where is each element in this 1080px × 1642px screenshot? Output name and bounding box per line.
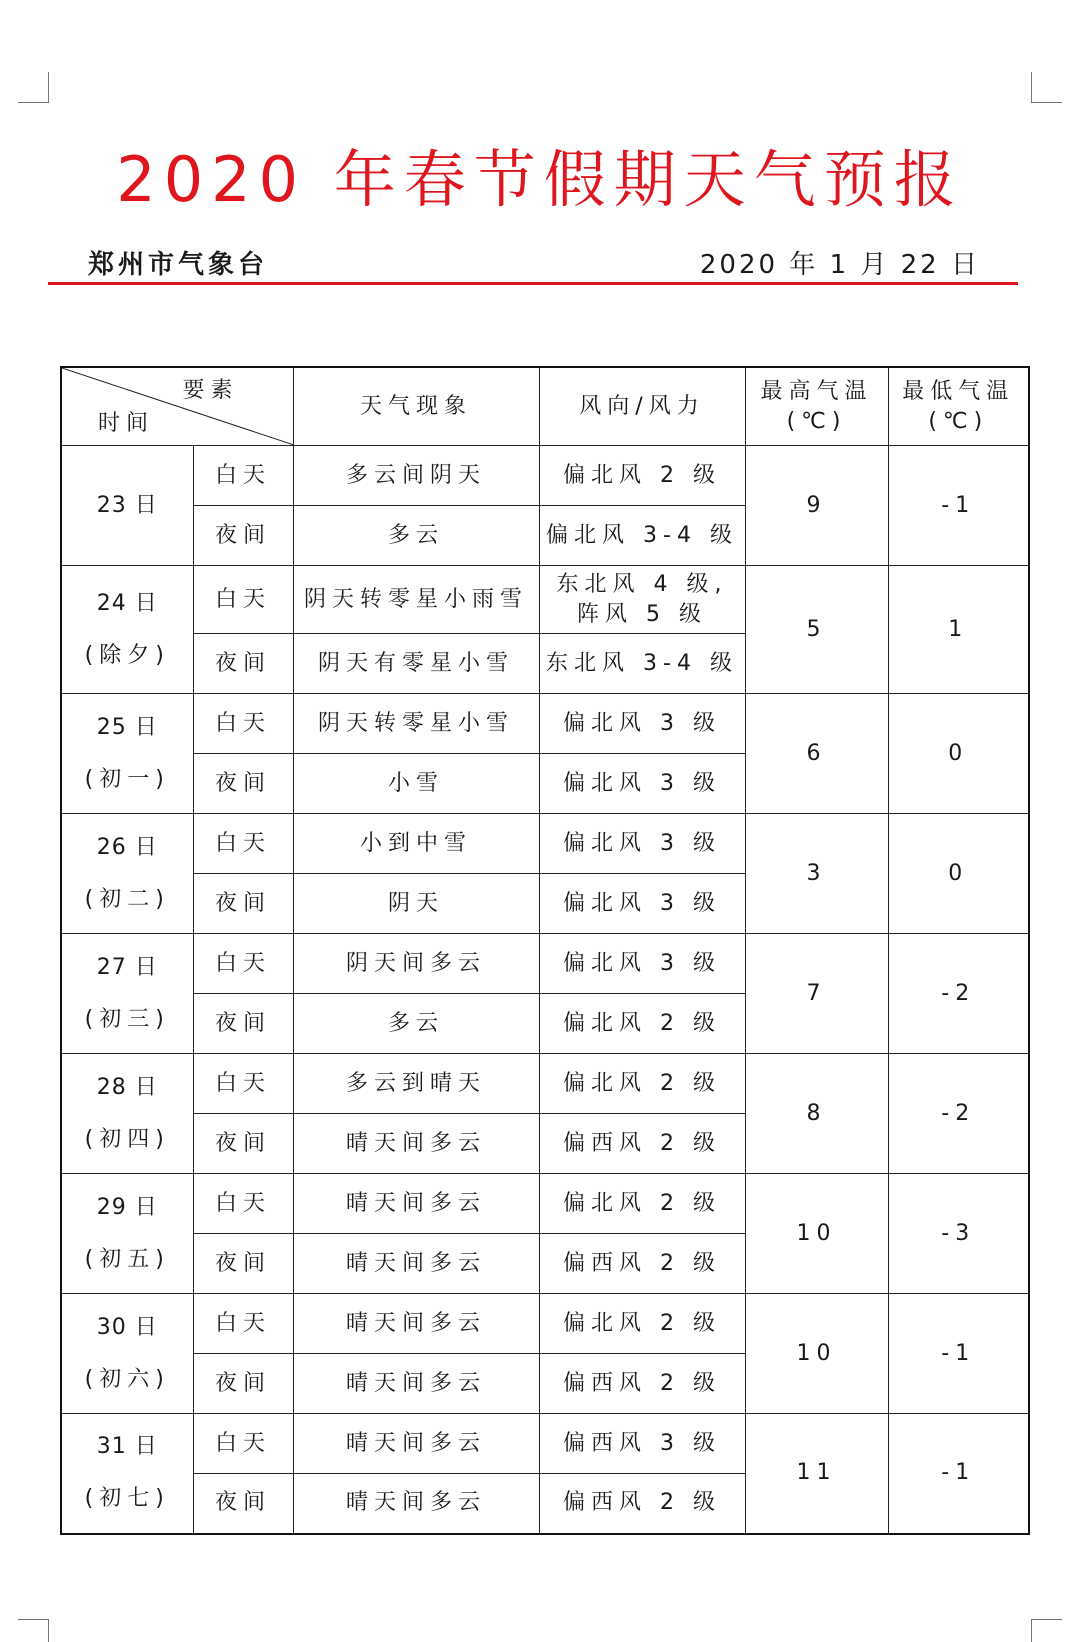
crop-mark-bottom-left: [18, 1619, 49, 1642]
wind-night: 东北风 3-4 级: [539, 634, 745, 694]
header-max-temp-unit: (℃): [786, 408, 847, 434]
crop-mark-top-left: [18, 72, 49, 103]
max-temp: 6: [745, 694, 888, 814]
wind-day: 偏北风 2 级: [539, 446, 745, 506]
period-day: 白天: [193, 694, 293, 754]
wind-day: 偏北风 3 级: [539, 934, 745, 994]
wind-day: 偏北风 2 级: [539, 1054, 745, 1114]
lunar-date: (初三): [84, 1006, 170, 1032]
table-row-day: [61, 1174, 1029, 1234]
weather-day: 小到中雪: [293, 814, 539, 874]
wind-day: 偏北风 3 级: [539, 814, 745, 874]
crop-mark-top-right: [1031, 72, 1062, 103]
date-cell: [61, 814, 193, 934]
table-row-day: [61, 934, 1029, 994]
header-max-temp: [745, 367, 888, 446]
max-temp: 3: [745, 814, 888, 934]
crop-mark-bottom-right: [1031, 1619, 1062, 1642]
date: 30 日: [96, 1314, 158, 1340]
period-day: 白天: [193, 566, 293, 634]
header-min-temp-label: 最低气温: [902, 378, 1015, 404]
min-temp: -2: [888, 1054, 1029, 1174]
date-cell: [61, 694, 193, 814]
period-night: 夜间: [193, 754, 293, 814]
corner-label-elements: 要素: [182, 378, 239, 403]
lunar-date: (初六): [84, 1366, 170, 1392]
diagonal-divider: [62, 368, 294, 445]
weather-day: 阴天转零星小雨雪: [293, 566, 539, 634]
period-night: 夜间: [193, 874, 293, 934]
table-row-day: [61, 566, 1029, 634]
min-temp: -2: [888, 934, 1029, 1054]
header-weather: 天气现象: [293, 367, 539, 446]
weather-night: 晴天间多云: [293, 1234, 539, 1294]
period-night: 夜间: [193, 1354, 293, 1414]
header-min-temp: [888, 367, 1029, 446]
lunar-date: (初七): [84, 1486, 170, 1512]
date-cell: [61, 1294, 193, 1414]
wind-day: 东北风 4 级,阵风 5 级: [539, 566, 745, 634]
document-title: 2020 年春节假期天气预报: [116, 143, 964, 216]
wind-night: 偏北风 2 级: [539, 994, 745, 1054]
table-row-day: [61, 446, 1029, 506]
date: 26 日: [96, 834, 158, 860]
date-cell: [61, 1054, 193, 1174]
date-cell: [61, 1414, 193, 1534]
max-temp: 10: [745, 1174, 888, 1294]
date: 28 日: [96, 1074, 158, 1100]
weather-night: 小雪: [293, 754, 539, 814]
period-night: 夜间: [193, 1234, 293, 1294]
header-max-temp-label: 最高气温: [760, 378, 873, 404]
table-header-row: [61, 367, 1029, 446]
weather-day: 晴天间多云: [293, 1294, 539, 1354]
date: 24 日: [96, 590, 158, 616]
max-temp: 5: [745, 566, 888, 694]
period-day: 白天: [193, 1054, 293, 1114]
min-temp: 0: [888, 694, 1029, 814]
header-min-temp-unit: (℃): [928, 408, 989, 434]
weather-day: 多云间阴天: [293, 446, 539, 506]
table-row-day: [61, 814, 1029, 874]
table-row-day: [61, 1414, 1029, 1474]
corner-label-time: 时间: [98, 411, 155, 436]
weather-day: 阴天转零星小雪: [293, 694, 539, 754]
date: 25 日: [96, 714, 158, 740]
period-day: 白天: [193, 446, 293, 506]
min-temp: 0: [888, 814, 1029, 934]
period-day: 白天: [193, 934, 293, 994]
min-temp: -3: [888, 1174, 1029, 1294]
period-day: 白天: [193, 1294, 293, 1354]
max-temp: 11: [745, 1414, 888, 1534]
min-temp: -1: [888, 1414, 1029, 1534]
wind-day: 偏北风 2 级: [539, 1294, 745, 1354]
date-cell: [61, 934, 193, 1054]
min-temp: 1: [888, 566, 1029, 694]
lunar-date: (除夕): [84, 642, 170, 668]
min-temp: -1: [888, 1294, 1029, 1414]
wind-night: 偏西风 2 级: [539, 1234, 745, 1294]
date: 27 日: [96, 954, 158, 980]
wind-night: 偏西风 2 级: [539, 1354, 745, 1414]
period-night: 夜间: [193, 506, 293, 566]
period-night: 夜间: [193, 994, 293, 1054]
weather-day: 晴天间多云: [293, 1174, 539, 1234]
weather-night: 阴天有零星小雪: [293, 634, 539, 694]
header-wind: 风向/风力: [539, 367, 745, 446]
table-row-day: [61, 694, 1029, 754]
weather-night: 多云: [293, 994, 539, 1054]
period-day: 白天: [193, 1174, 293, 1234]
issuer: 郑州市气象台: [88, 250, 269, 280]
date: 23 日: [96, 492, 158, 518]
wind-day: 偏北风 2 级: [539, 1174, 745, 1234]
wind-day: 偏西风 3 级: [539, 1414, 745, 1474]
max-temp: 9: [745, 446, 888, 566]
max-temp: 8: [745, 1054, 888, 1174]
period-night: 夜间: [193, 1114, 293, 1174]
lunar-date: (初五): [84, 1246, 170, 1272]
date: 29 日: [96, 1194, 158, 1220]
wind-night: 偏西风 2 级: [539, 1474, 745, 1534]
weather-day: 阴天间多云: [293, 934, 539, 994]
date-cell: [61, 566, 193, 694]
issue-date: 2020 年 1 月 22 日: [699, 250, 980, 280]
date-cell: [61, 446, 193, 566]
wind-night: 偏西风 2 级: [539, 1114, 745, 1174]
wind-day: 偏北风 3 级: [539, 694, 745, 754]
wind-night: 偏北风 3 级: [539, 874, 745, 934]
weather-night: 晴天间多云: [293, 1114, 539, 1174]
period-day: 白天: [193, 814, 293, 874]
lunar-date: (初二): [84, 886, 170, 912]
corner-header-cell: [61, 367, 293, 446]
date: 31 日: [96, 1434, 158, 1460]
weather-night: 阴天: [293, 874, 539, 934]
period-day: 白天: [193, 1414, 293, 1474]
table-row-day: [61, 1054, 1029, 1114]
forecast-table: [60, 366, 1030, 1535]
period-night: 夜间: [193, 634, 293, 694]
weather-night: 晴天间多云: [293, 1474, 539, 1534]
wind-night: 偏北风 3 级: [539, 754, 745, 814]
weather-night: 多云: [293, 506, 539, 566]
max-temp: 7: [745, 934, 888, 1054]
weather-day: 晴天间多云: [293, 1414, 539, 1474]
lunar-date: (初一): [84, 766, 170, 792]
header-divider: [48, 282, 1018, 285]
wind-night: 偏北风 3-4 级: [539, 506, 745, 566]
lunar-date: (初四): [84, 1126, 170, 1152]
min-temp: -1: [888, 446, 1029, 566]
date-cell: [61, 1174, 193, 1294]
period-night: 夜间: [193, 1474, 293, 1534]
weather-day: 多云到晴天: [293, 1054, 539, 1114]
max-temp: 10: [745, 1294, 888, 1414]
weather-night: 晴天间多云: [293, 1354, 539, 1414]
table-row-day: [61, 1294, 1029, 1354]
